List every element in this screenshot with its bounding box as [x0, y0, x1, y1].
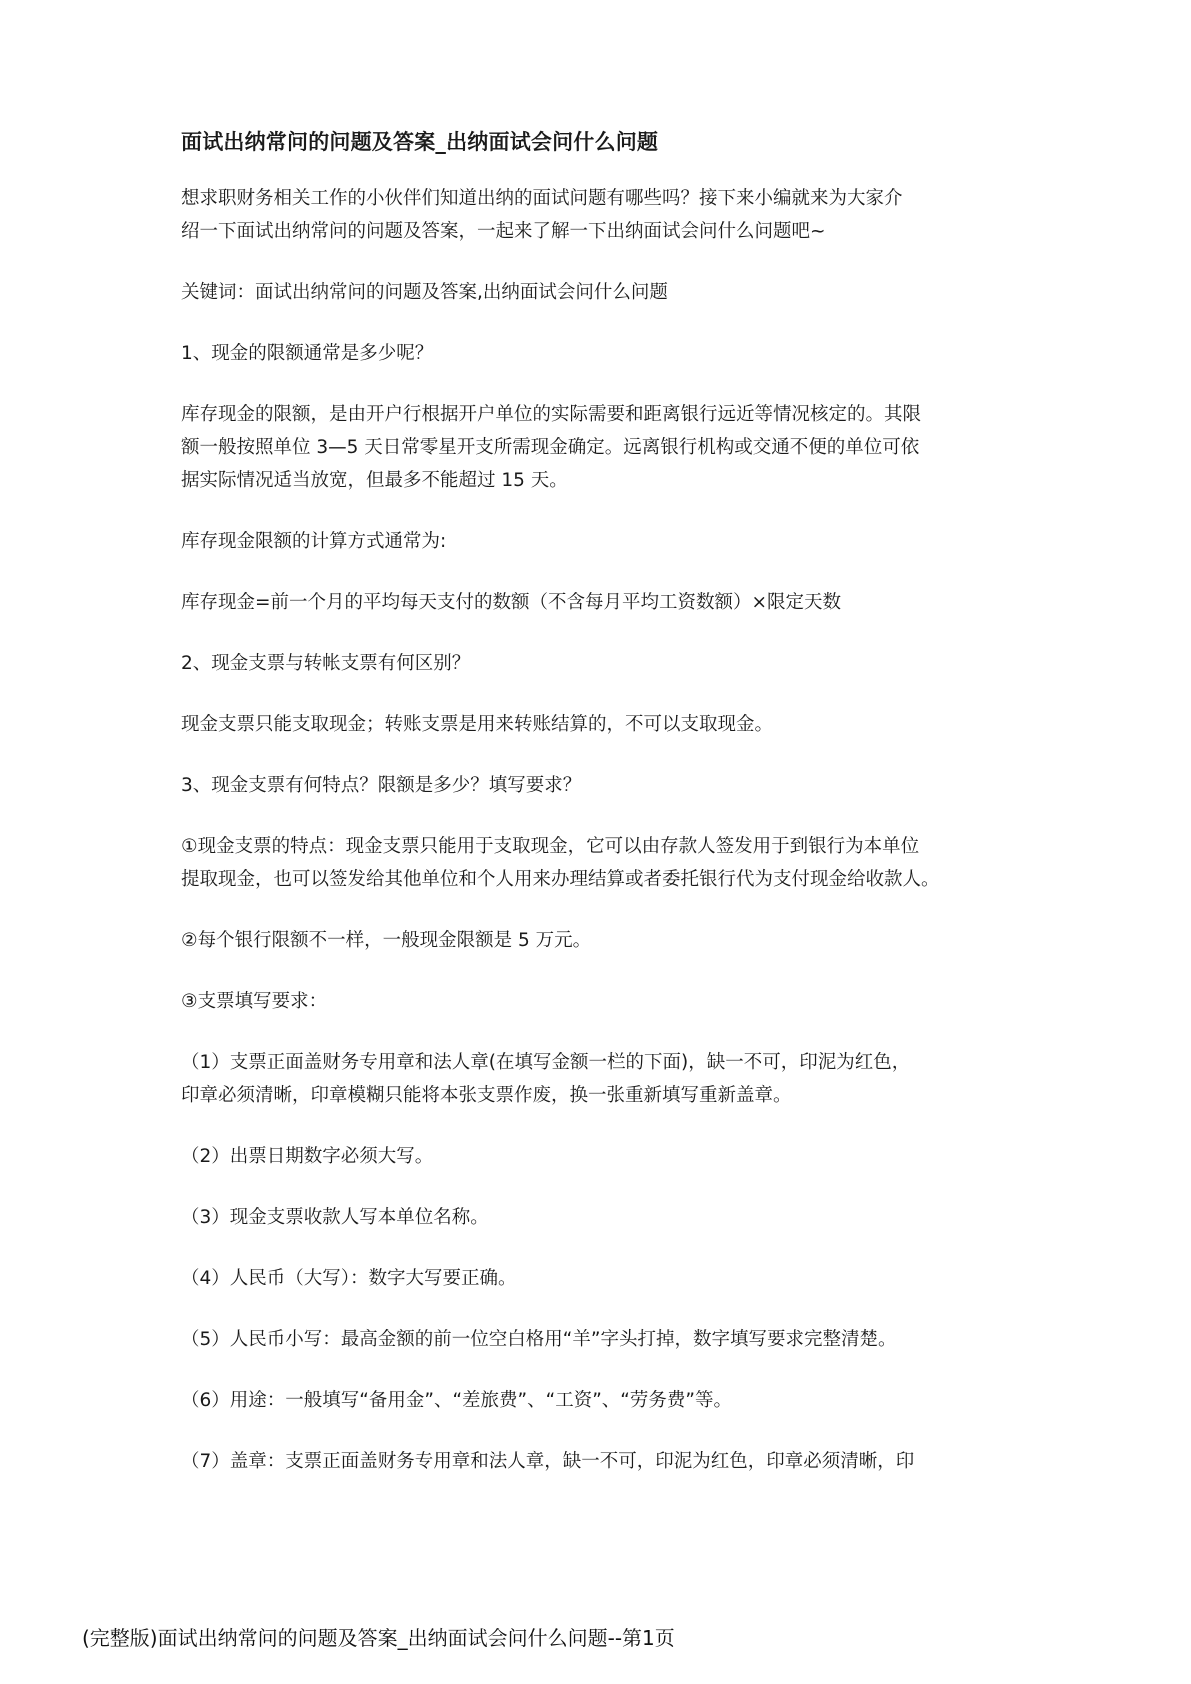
formula-line: 库存现金=前一个月的平均每天支付的数额（不含每月平均工资数额）×限定天数: [181, 592, 842, 613]
requirement-item-7: （7）盖章：支票正面盖财务专用章和法人章，缺一不可，印泥为红色，印章必须清晰，印: [181, 1451, 915, 1472]
keywords-line: 关键词：面试出纳常问的问题及答案,出纳面试会问什么问题: [181, 282, 668, 303]
requirement-item-5: （5）人民币小写：最高金额的前一位空白格用“羊”字头打掉，数字填写要求完整清楚。: [181, 1329, 897, 1350]
question-3-heading: 3、现金支票有何特点？限额是多少？填写要求？: [181, 775, 582, 796]
requirement-item-1: （1）支票正面盖财务专用章和法人章(在填写金额一栏的下面)，缺一不可，印泥为红色， 印章必须清晰，印章模糊只能将本张支票作废，换一张重新填写重新盖章。: [181, 1052, 911, 1106]
requirement-item-2: （2）出票日期数字必须大写。: [181, 1146, 434, 1167]
answer-2-paragraph: 现金支票只能支取现金；转账支票是用来转账结算的，不可以支取现金。: [181, 714, 774, 735]
formula-intro: 库存现金限额的计算方式通常为:: [181, 531, 447, 552]
document-body: [181, 126, 1041, 1506]
page-footer: (完整版)面试出纳常问的问题及答案_出纳面试会问什么问题--第1页: [82, 1626, 675, 1650]
question-1-heading: 1、现金的限额通常是多少呢？: [181, 343, 434, 364]
requirement-item-6: （6）用途：一般填写“备用金”、“差旅费”、“工资”、“劳务费”等。: [181, 1390, 732, 1411]
document-title: 面试出纳常问的问题及答案_出纳面试会问什么问题: [181, 130, 659, 154]
answer-3-point-3: ③支票填写要求：: [181, 991, 328, 1012]
requirement-item-4: （4）人民币（大写）：数字大写要正确。: [181, 1268, 517, 1289]
intro-paragraph: 想求职财务相关工作的小伙伴们知道出纳的面试问题有哪些吗？接下来小编就来为大家介 绍一下面试出纳常问的问题及答案，一起来了解一下出纳面试会问什么问题吧~: [181, 188, 903, 242]
answer-3-point-1: ①现金支票的特点：现金支票只能用于支取现金，它可以由存款人签发用于到银行为本单位 提取现金，也可以签发给其他单位和个人用来办理结算或者委托银行代为支付现金给收款人。: [181, 836, 940, 890]
requirement-item-3: （3）现金支票收款人写本单位名称。: [181, 1207, 489, 1228]
question-2-heading: 2、现金支票与转帐支票有何区别？: [181, 653, 471, 674]
answer-3-point-2: ②每个银行限额不一样，一般现金限额是 5 万元。: [181, 930, 592, 951]
answer-1-paragraph: 库存现金的限额，是由开户行根据开户单位的实际需要和距离银行远近等情况核定的。其限 额一般按照单位 3—5 天日常零星开支所需现金确定。远离银行机构或交通不便的单位可依 据实际情况适当放宽，但最多不能超过 15 天。: [181, 404, 922, 491]
